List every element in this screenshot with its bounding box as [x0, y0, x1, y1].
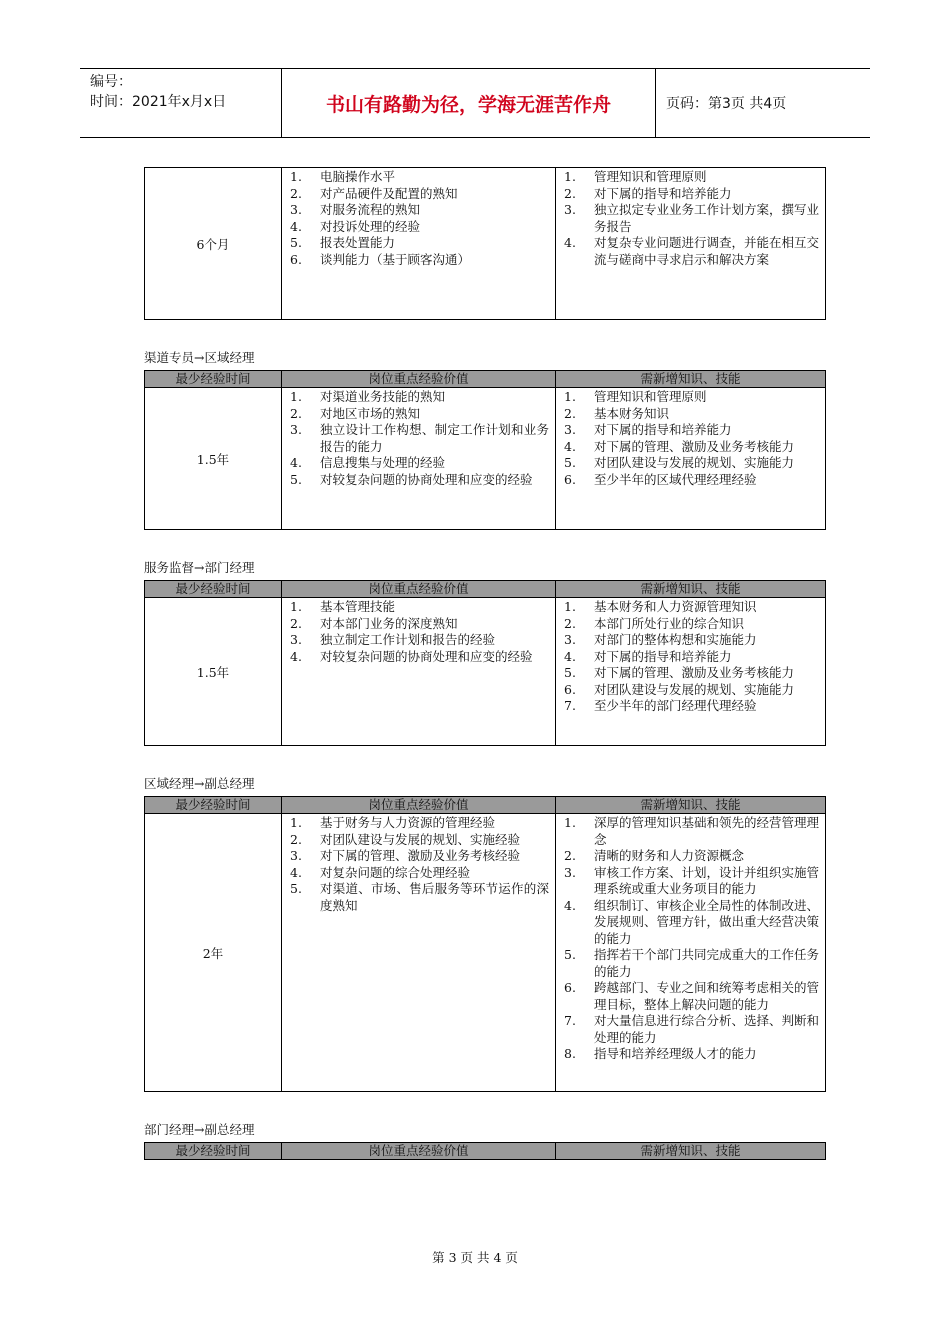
column-header-skills: 需新增知识、技能	[556, 371, 826, 388]
item-text: 对产品硬件及配置的熟知	[320, 185, 458, 201]
list-item	[290, 186, 549, 203]
item-number: 3.	[564, 202, 576, 217]
list-item	[290, 455, 549, 472]
experience-cell	[282, 598, 556, 746]
section-table-1	[144, 167, 826, 320]
item-number: 4.	[290, 864, 302, 880]
item-text: 管理知识和管理原则	[594, 169, 707, 184]
item-text: 谈判能力（基于顾客沟通）	[320, 251, 471, 267]
item-text: 对较复杂问题的协商处理和应变的经验	[320, 648, 533, 664]
item-text: 对服务流程的熟知	[320, 202, 421, 217]
item-number: 4.	[290, 648, 302, 664]
time-cell: 1.5年	[145, 388, 282, 530]
column-header-experience: 岗位重点经验价值	[282, 797, 556, 814]
item-number: 7.	[564, 698, 576, 713]
section-title: 服务监督→部门经理	[144, 560, 255, 575]
item-text: 深厚的管理知识基础和领先的经营管理理念	[594, 815, 820, 847]
header-row	[145, 1143, 826, 1160]
list-item	[564, 599, 819, 616]
section-title: 部门经理→副总经理	[144, 1122, 255, 1137]
skills-list	[556, 168, 825, 268]
item-text: 对下属的指导和培养能力	[594, 648, 732, 664]
item-text: 独立拟定专业业务工作计划方案，撰写业务报告	[594, 202, 820, 234]
list-item	[290, 389, 549, 406]
item-text: 审核工作方案、计划，设计并组织实施管理系统或重大业务项目的能力	[594, 864, 820, 896]
item-number: 6.	[564, 681, 576, 697]
item-text: 对部门的整体构想和实施能力	[594, 632, 757, 647]
time-cell: 2年	[145, 814, 282, 1092]
list-item	[564, 848, 819, 865]
skills-cell	[556, 168, 826, 320]
item-text: 对下属的管理、激励及业务考核能力	[594, 438, 795, 454]
item-text: 对本部门业务的深度熟知	[320, 615, 458, 631]
item-text: 信息搜集与处理的经验	[320, 455, 446, 470]
item-number: 2.	[564, 615, 576, 631]
table-row	[145, 388, 826, 530]
item-number: 3.	[290, 202, 302, 217]
list-item	[564, 665, 819, 682]
list-item	[290, 219, 549, 236]
list-item	[290, 632, 549, 649]
list-item	[564, 616, 819, 633]
section-table-2	[144, 370, 826, 530]
list-item	[564, 389, 819, 406]
list-item	[290, 235, 549, 252]
header-row	[145, 581, 826, 598]
item-number: 2.	[290, 185, 302, 201]
item-text: 对下属的管理、激励及业务考核能力	[594, 665, 795, 680]
experience-list	[282, 168, 555, 268]
list-item	[290, 865, 549, 882]
list-item	[564, 947, 819, 980]
item-number: 1.	[564, 815, 576, 830]
list-item	[564, 186, 819, 203]
section-table-5	[144, 1142, 826, 1160]
skills-cell	[556, 598, 826, 746]
list-item	[290, 815, 549, 832]
column-header-time: 最少经验时间	[145, 1143, 282, 1160]
item-number: 2.	[290, 615, 302, 631]
list-item	[564, 682, 819, 699]
item-text: 对渠道业务技能的熟知	[320, 389, 446, 404]
item-text: 基于财务与人力资源的管理经验	[320, 815, 496, 830]
item-number: 2.	[290, 405, 302, 421]
list-item	[564, 649, 819, 666]
item-number: 1.	[290, 815, 302, 830]
list-item	[290, 202, 549, 219]
item-text: 对团队建设与发展的规划、实施经验	[320, 831, 521, 847]
time-cell: 6个月	[145, 168, 282, 320]
item-text: 电脑操作水平	[320, 169, 396, 184]
column-header-time: 最少经验时间	[145, 581, 282, 598]
list-item	[564, 169, 819, 186]
column-header-time: 最少经验时间	[145, 371, 282, 388]
table-row	[145, 814, 826, 1092]
item-number: 5.	[564, 665, 576, 680]
list-item	[564, 472, 819, 489]
item-text: 基本财务知识	[594, 405, 670, 421]
list-item	[564, 1046, 819, 1063]
item-text: 对下属的指导和培养能力	[594, 185, 732, 201]
experience-cell	[282, 388, 556, 530]
skills-list	[556, 598, 825, 715]
date-label: 时间：2021年x月x日	[90, 94, 227, 110]
time-cell: 1.5年	[145, 598, 282, 746]
skills-list	[556, 388, 825, 488]
item-number: 2.	[564, 848, 576, 863]
list-item	[564, 898, 819, 948]
item-number: 1.	[564, 599, 576, 614]
item-number: 3.	[290, 632, 302, 647]
header-row	[145, 371, 826, 388]
item-text: 本部门所处行业的综合知识	[594, 615, 745, 631]
list-item	[564, 1013, 819, 1046]
skills-cell	[556, 388, 826, 530]
list-item	[564, 980, 819, 1013]
item-number: 8.	[564, 1046, 576, 1061]
item-text: 对团队建设与发展的规划、实施能力	[594, 681, 795, 697]
header-page-label: 页码：第3页 共4页	[666, 96, 787, 112]
item-text: 组织制订、审核企业全局性的体制改进、发展规则、管理方针，做出重大经营决策的能力	[594, 897, 820, 946]
list-item	[290, 422, 549, 455]
item-number: 3.	[564, 864, 576, 880]
item-number: 5.	[290, 471, 302, 487]
item-number: 1.	[564, 389, 576, 404]
item-text: 对地区市场的熟知	[320, 405, 421, 421]
item-text: 对投诉处理的经验	[320, 218, 421, 234]
list-item	[290, 881, 549, 914]
item-number: 4.	[564, 897, 576, 913]
item-text: 对下属的指导和培养能力	[594, 422, 732, 437]
list-item	[564, 632, 819, 649]
list-item	[564, 202, 819, 235]
list-item	[564, 406, 819, 423]
item-number: 4.	[564, 438, 576, 454]
item-number: 4.	[290, 218, 302, 234]
section-table-4	[144, 796, 826, 1092]
item-number: 1.	[290, 599, 302, 614]
item-number: 5.	[564, 455, 576, 470]
list-item	[564, 698, 819, 715]
skills-cell	[556, 814, 826, 1092]
list-item	[290, 848, 549, 865]
column-header-skills: 需新增知识、技能	[556, 797, 826, 814]
table-row	[145, 598, 826, 746]
item-text: 管理知识和管理原则	[594, 389, 707, 404]
column-header-experience: 岗位重点经验价值	[282, 371, 556, 388]
list-item	[290, 599, 549, 616]
item-number: 6.	[290, 251, 302, 267]
item-text: 对复杂专业问题进行调查，并能在相互交流与磋商中寻求启示和解决方案	[594, 235, 820, 267]
item-number: 1.	[290, 169, 302, 184]
item-number: 7.	[564, 1013, 576, 1028]
list-item	[290, 252, 549, 269]
list-item	[564, 422, 819, 439]
item-number: 5.	[564, 947, 576, 962]
list-item	[564, 455, 819, 472]
skills-list	[556, 814, 825, 1063]
number-label: 编号：	[90, 74, 132, 90]
list-item	[290, 472, 549, 489]
item-text: 对渠道、市场、售后服务等环节运作的深度熟知	[320, 881, 549, 913]
item-text: 基本管理技能	[320, 599, 396, 614]
section-table-3	[144, 580, 826, 746]
experience-list	[282, 814, 555, 914]
experience-cell	[282, 168, 556, 320]
item-text: 对团队建设与发展的规划、实施能力	[594, 455, 795, 470]
header-motto: 书山有路勤为径，学海无涯苦作舟	[282, 69, 656, 137]
list-item	[290, 616, 549, 633]
table-row	[145, 168, 826, 320]
section-title: 区域经理→副总经理	[144, 776, 255, 791]
column-header-skills: 需新增知识、技能	[556, 1143, 826, 1160]
item-text: 报表处置能力	[320, 235, 396, 250]
item-text: 至少半年的区域代理经理经验	[594, 471, 757, 487]
item-number: 3.	[290, 848, 302, 863]
list-item	[290, 406, 549, 423]
item-number: 3.	[564, 422, 576, 437]
list-item	[564, 865, 819, 898]
item-number: 4.	[564, 235, 576, 250]
header-meta	[80, 69, 282, 137]
item-text: 对下属的管理、激励及业务考核经验	[320, 848, 521, 863]
item-number: 4.	[290, 455, 302, 470]
item-text: 至少半年的部门经理代理经验	[594, 698, 757, 713]
list-item	[564, 235, 819, 268]
item-text: 指导和培养经理级人才的能力	[594, 1046, 757, 1061]
item-text: 对复杂问题的综合处理经验	[320, 864, 471, 880]
item-text: 独立制定工作计划和报告的经验	[320, 632, 496, 647]
item-text: 基本财务和人力资源管理知识	[594, 599, 757, 614]
column-header-experience: 岗位重点经验价值	[282, 581, 556, 598]
item-number: 4.	[564, 648, 576, 664]
column-header-experience: 岗位重点经验价值	[282, 1143, 556, 1160]
list-item	[564, 439, 819, 456]
item-number: 6.	[564, 471, 576, 487]
item-number: 3.	[564, 632, 576, 647]
item-number: 5.	[290, 881, 302, 896]
list-item	[290, 832, 549, 849]
list-item	[290, 169, 549, 186]
list-item	[564, 815, 819, 848]
item-text: 独立设计工作构想、制定工作计划和业务报告的能力	[320, 422, 549, 454]
item-number: 1.	[564, 169, 576, 184]
section-title: 渠道专员→区域经理	[144, 350, 255, 365]
column-header-skills: 需新增知识、技能	[556, 581, 826, 598]
experience-list	[282, 388, 555, 488]
item-number: 3.	[290, 422, 302, 437]
column-header-time: 最少经验时间	[145, 797, 282, 814]
experience-cell	[282, 814, 556, 1092]
item-number: 5.	[290, 235, 302, 250]
page-footer: 第 3 页 共 4 页	[432, 1250, 518, 1265]
item-number: 6.	[564, 980, 576, 995]
item-number: 2.	[290, 831, 302, 847]
experience-list	[282, 598, 555, 665]
header-row	[145, 797, 826, 814]
item-text: 指挥若干个部门共同完成重大的工作任务的能力	[594, 947, 820, 979]
item-text: 对大量信息进行综合分析、选择、判断和处理的能力	[594, 1013, 820, 1045]
item-text: 跨越部门、专业之间和统筹考虑相关的管理目标，整体上解决问题的能力	[594, 980, 820, 1012]
list-item	[290, 649, 549, 666]
item-number: 2.	[564, 405, 576, 421]
item-number: 2.	[564, 185, 576, 201]
item-number: 1.	[290, 389, 302, 404]
item-text: 对较复杂问题的协商处理和应变的经验	[320, 471, 533, 487]
page-header	[80, 68, 870, 138]
item-text: 清晰的财务和人力资源概念	[594, 848, 745, 863]
